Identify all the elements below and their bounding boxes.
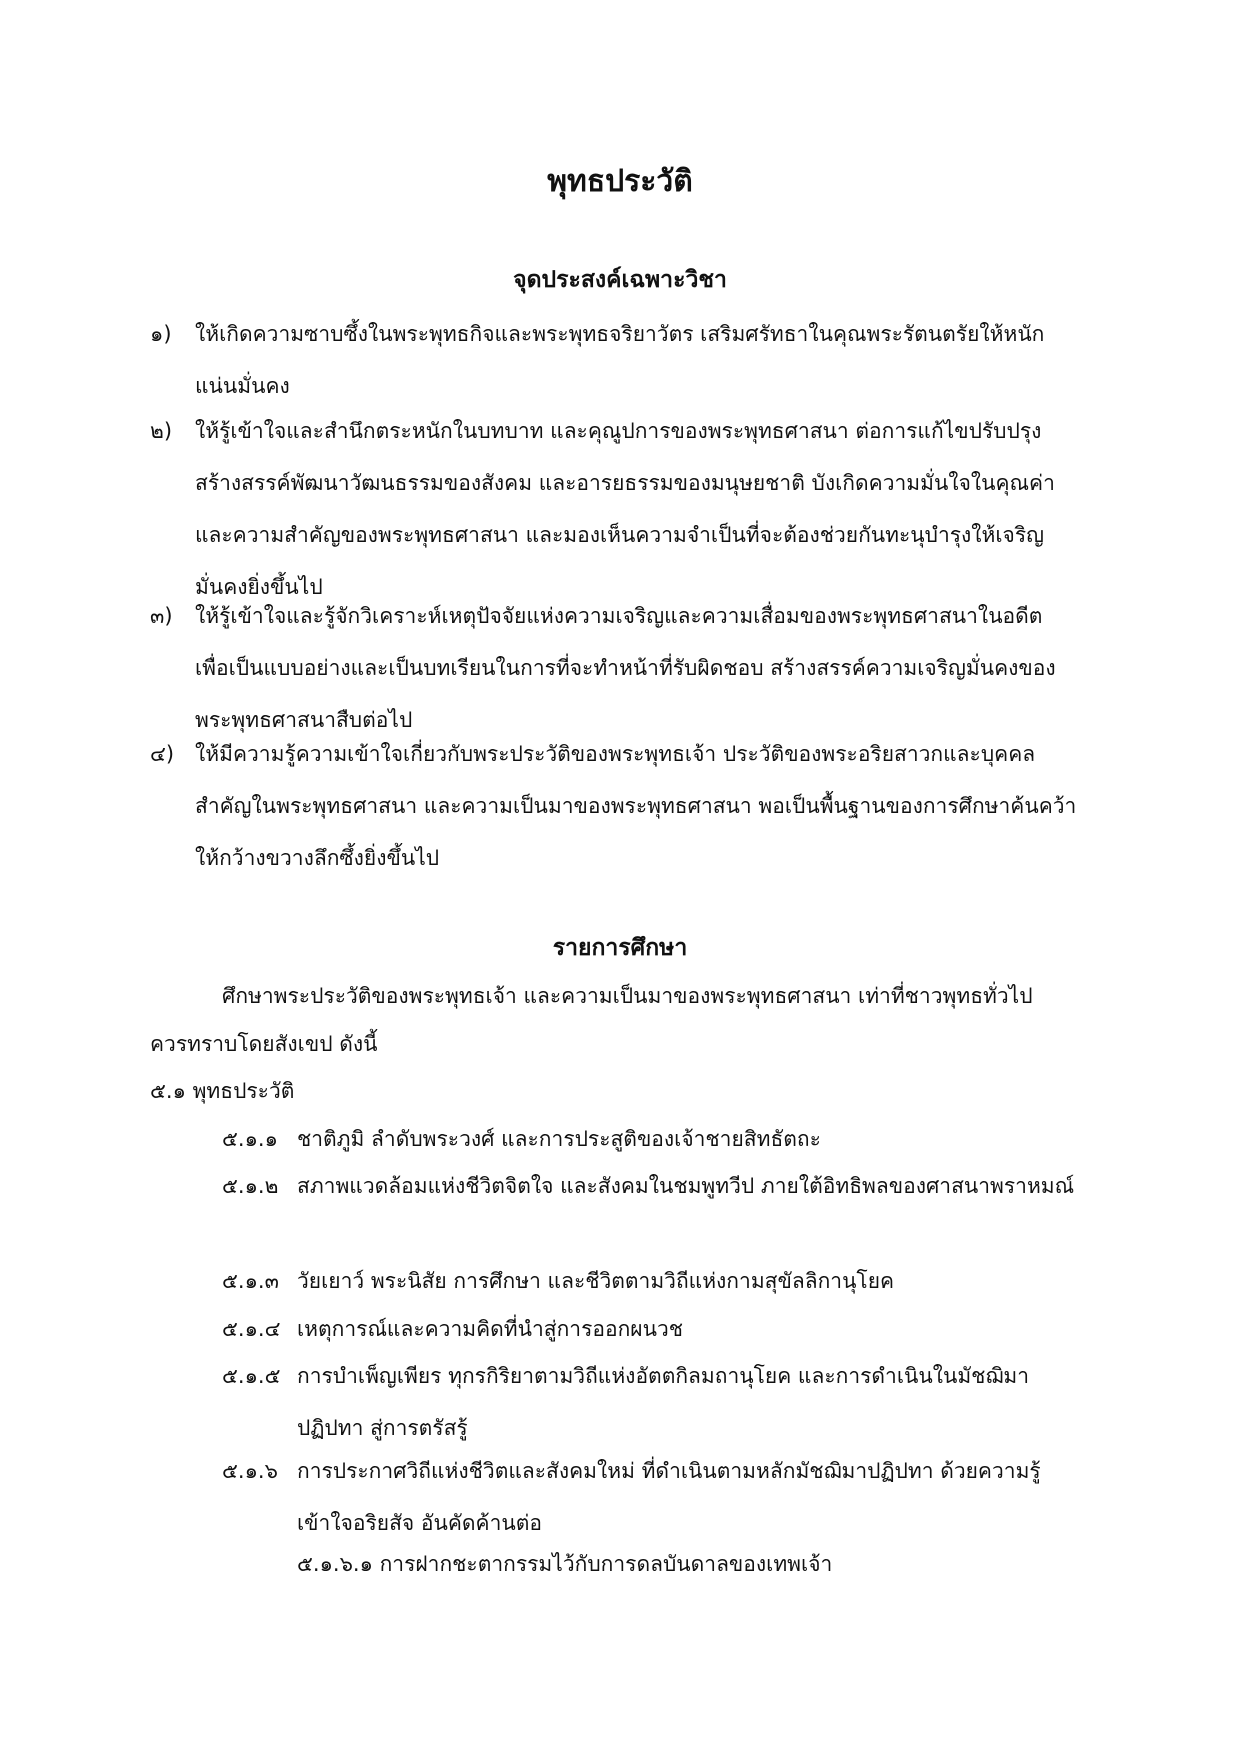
objective-text: ให้เกิดความซาบซึ้งในพระพุทธกิจและพระพุทธจริยาวัตร เสริมศรัทธาในคุณพระรัตนตรัยให้หนักแน่นมั่นคง xyxy=(195,322,1045,398)
study-intro-line-2: ควรทราบโดยสังเขป ดังนี้ xyxy=(150,1032,378,1056)
study-item-text: เหตุการณ์และความคิดที่นำสู่การออกผนวช xyxy=(297,1317,684,1341)
objective-item xyxy=(150,405,1080,613)
study-item xyxy=(222,1113,1082,1165)
study-item-number: ๕.๑.๒ xyxy=(222,1174,279,1198)
objective-text: ให้รู้เข้าใจและสำนึกตระหนักในบทบาท และคุณูปการของพระพุทธศาสนา ต่อการแก้ไขปรับปรุง สร้างสรรค์พัฒนาวัฒนธรรมของสังคม และอารยธรรมของมนุษยชาติ บังเกิดความมั่นใจในคุณค่า และความสำคัญของพระพุทธศาสนา และมองเห็นความจำเป็นที่จะต้องช่วยกันทะนุบำรุงให้เจริญมั่นคงยิ่งขึ้นไป xyxy=(195,419,1055,599)
study-sub-item: ๕.๑.๖.๑ การฝากชะตากรรมไว้กับการดลบันดาลของเทพเจ้า xyxy=(297,1552,833,1576)
study-item-text: วัยเยาว์ พระนิสัย การศึกษา และชีวิตตามวิถีแห่งกามสุขัลลิกานุโยค xyxy=(297,1269,895,1293)
objective-text: ให้รู้เข้าใจและรู้จักวิเคราะห์เหตุปัจจัยแห่งความเจริญและความเสื่อมของพระพุทธศาสนาในอดีต เพื่อเป็นแบบอย่างและเป็นบทเรียนในการที่จะทำหน้าที่รับผิดชอบ สร้างสรรค์ความเจริญมั่นคงของพระพุทธศาสนาสืบต่อไป xyxy=(195,604,1056,732)
study-item-text: การประกาศวิถีแห่งชีวิตและสังคมใหม่ ที่ดำเนินตามหลักมัชฌิมาปฏิปทา ด้วยความรู้เข้าใจอริยสัจ อันคัดค้านต่อ xyxy=(297,1459,1041,1535)
study-item-number: ๕.๑.๑ xyxy=(222,1127,278,1151)
objective-text: ให้มีความรู้ความเข้าใจเกี่ยวกับพระประวัติของพระพุทธเจ้า ประวัติของพระอริยสาวกและบุคคลสำคัญในพระพุทธศาสนา และความเป็นมาของพระพุทธศาสนา พอเป็นพื้นฐานของการศึกษาค้นคว้าให้กว้างขวางลึกซึ้งยิ่งขึ้นไป xyxy=(195,742,1077,870)
study-item-number: ๕.๑.๖ xyxy=(222,1459,278,1483)
objective-item xyxy=(150,590,1080,746)
objective-number: ๓) xyxy=(150,604,173,628)
objective-item xyxy=(150,728,1080,884)
objectives-heading: จุดประสงค์เฉพาะวิชา xyxy=(513,267,727,293)
objective-number: ๔) xyxy=(150,742,175,766)
section-title: ๕.๑ พุทธประวัติ xyxy=(150,1079,295,1103)
objective-number: ๑) xyxy=(150,322,172,346)
page-title: พุทธประวัติ xyxy=(547,164,693,199)
study-item-number: ๕.๑.๔ xyxy=(222,1317,281,1341)
study-item-number: ๕.๑.๓ xyxy=(222,1269,279,1293)
study-item-text: การบำเพ็ญเพียร ทุกรกิริยาตามวิถีแห่งอัตตกิลมถานุโยค และการดำเนินในมัชฌิมาปฏิปทา สู่การตรัสรู้ xyxy=(297,1364,1029,1440)
study-item-text: ชาติภูมิ ลำดับพระวงศ์ และการประสูติของเจ้าชายสิทธัตถะ xyxy=(297,1127,821,1151)
objective-number: ๒) xyxy=(150,419,173,443)
study-intro-line-1: ศึกษาพระประวัติของพระพุทธเจ้า และความเป็นมาของพระพุทธศาสนา เท่าที่ชาวพุทธทั่วไป xyxy=(222,984,1033,1008)
study-item xyxy=(222,1303,1082,1355)
study-item xyxy=(222,1350,1082,1454)
study-item-number: ๕.๑.๕ xyxy=(222,1364,281,1388)
study-heading: รายการศึกษา xyxy=(552,935,688,961)
study-item xyxy=(222,1160,1082,1212)
study-item xyxy=(222,1445,1082,1549)
study-item-text: สภาพแวดล้อมแห่งชีวิตจิตใจ และสังคมในชมพูทวีป ภายใต้อิทธิพลของศาสนาพราหมณ์ xyxy=(297,1174,1075,1198)
objective-item xyxy=(150,308,1080,412)
study-item xyxy=(222,1255,1082,1307)
